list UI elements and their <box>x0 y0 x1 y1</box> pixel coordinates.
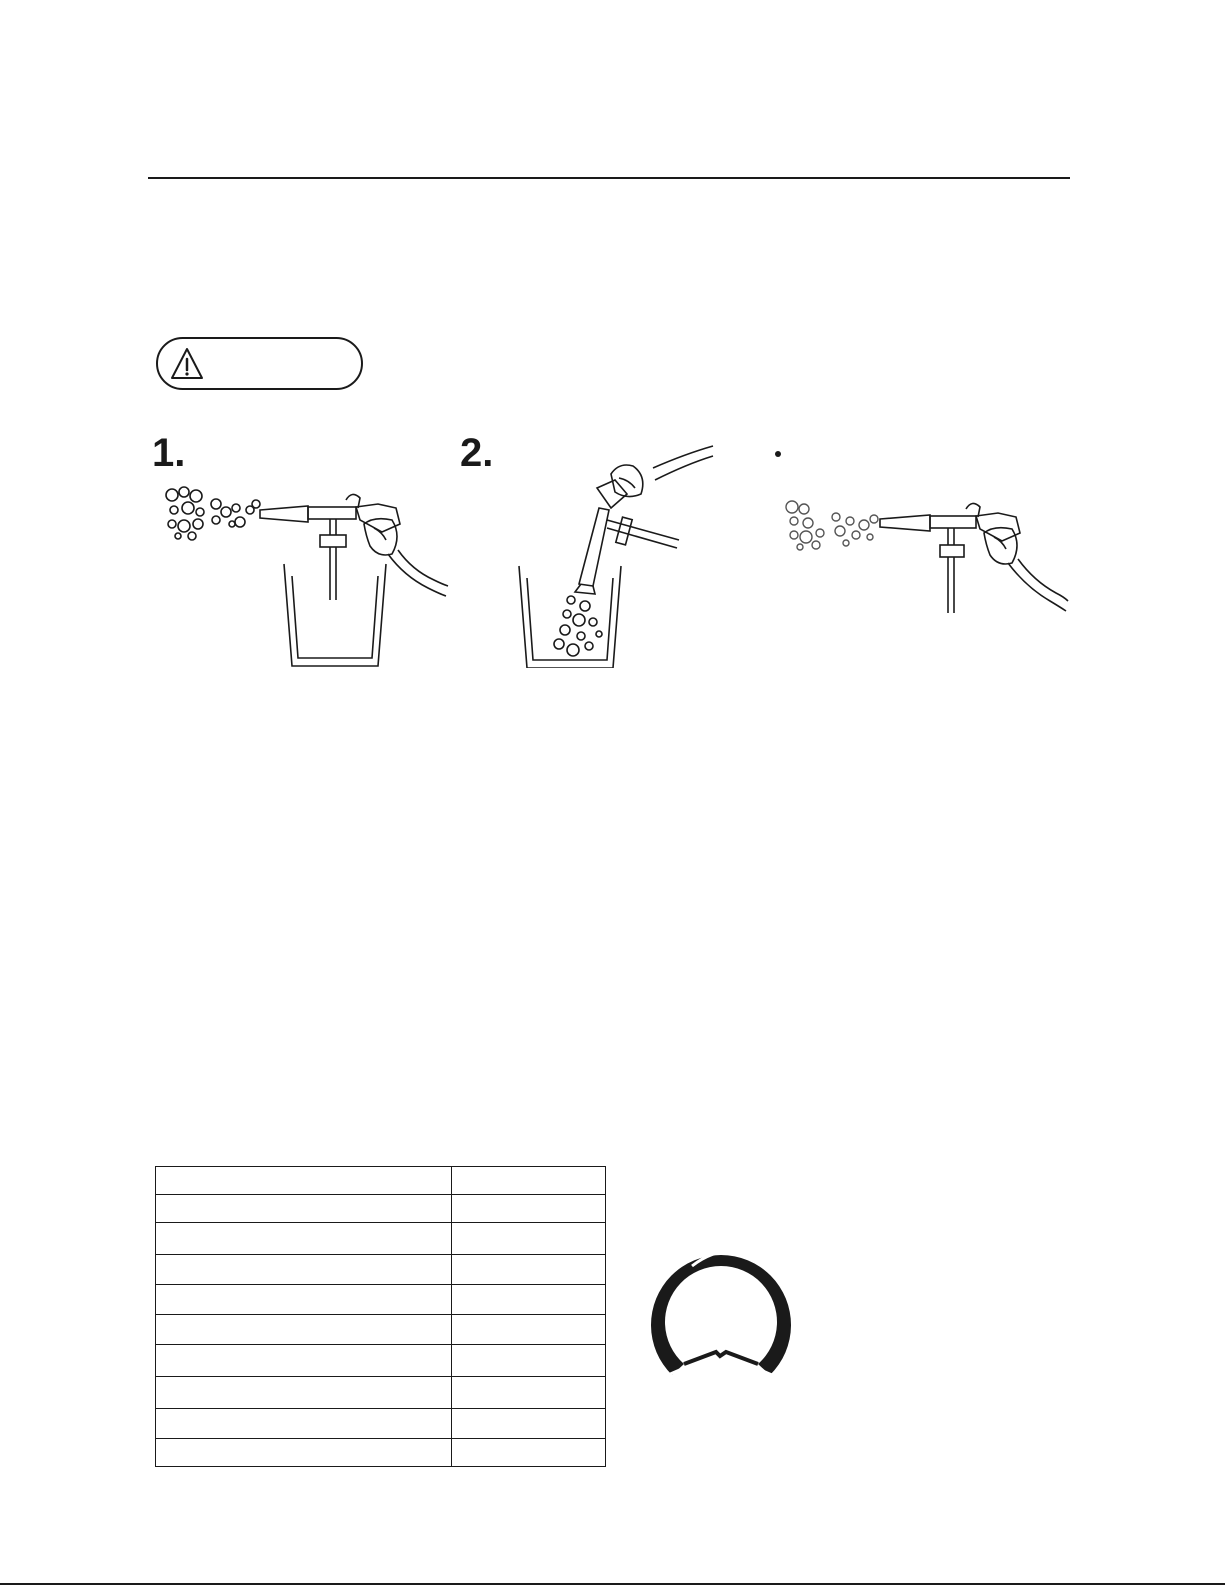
table-cell <box>156 1377 452 1409</box>
step-number-1: 1. <box>152 431 186 475</box>
table-cell <box>156 1255 452 1285</box>
table-cell <box>156 1223 452 1255</box>
table-cell <box>452 1345 606 1377</box>
table-cell <box>156 1315 452 1345</box>
table-cell <box>452 1409 606 1439</box>
table-row <box>156 1345 606 1377</box>
warning-triangle-icon <box>169 346 205 382</box>
table-row <box>156 1167 606 1195</box>
table-cell <box>452 1167 606 1195</box>
table-cell <box>452 1255 606 1285</box>
hose-reel-icon <box>636 1240 806 1385</box>
table-row <box>156 1255 606 1285</box>
table-cell <box>452 1195 606 1223</box>
table-row <box>156 1223 606 1255</box>
foam-spray-icon <box>780 495 1070 620</box>
nozzle-in-bucket-icon <box>515 438 715 668</box>
table-cell <box>452 1315 606 1345</box>
table-cell <box>156 1285 452 1315</box>
step-number-3-dot <box>775 451 781 457</box>
table-cell <box>156 1195 452 1223</box>
table-row <box>156 1377 606 1409</box>
foam-spray-with-bucket-icon <box>160 480 450 675</box>
table-row <box>156 1315 606 1345</box>
table-row <box>156 1285 606 1315</box>
spec-table <box>155 1166 606 1467</box>
table-row <box>156 1195 606 1223</box>
warning-badge <box>156 337 363 390</box>
table-cell <box>156 1345 452 1377</box>
table-cell <box>156 1167 452 1195</box>
table-row <box>156 1439 606 1467</box>
table-cell <box>452 1223 606 1255</box>
table-cell <box>452 1285 606 1315</box>
table-row <box>156 1409 606 1439</box>
table-cell <box>452 1377 606 1409</box>
table-cell <box>452 1439 606 1467</box>
step-number-2: 2. <box>460 431 494 475</box>
table-cell <box>156 1439 452 1467</box>
table-cell <box>156 1409 452 1439</box>
top-rule <box>148 177 1070 179</box>
